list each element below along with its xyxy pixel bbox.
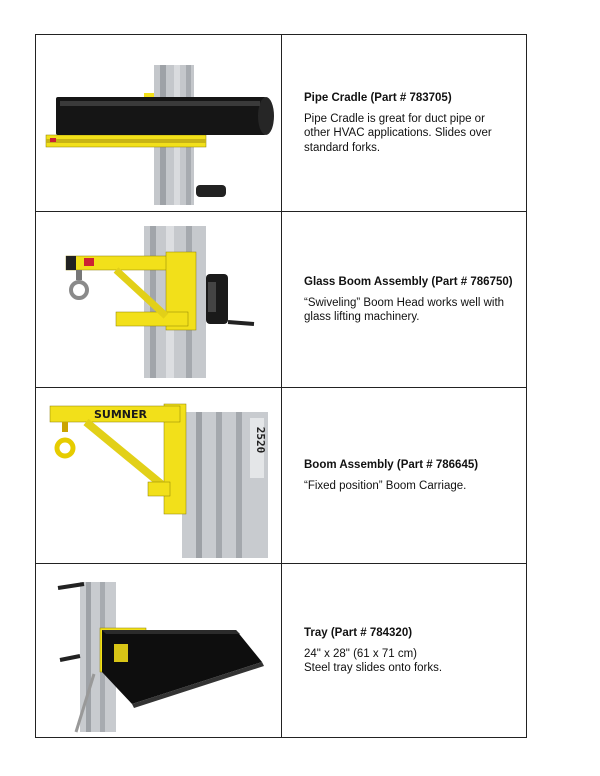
boom-assembly-info (282, 388, 526, 563)
product-description: Pipe Cradle is great for duct pipe or other HVAC applications. Slides over standard forks. (304, 112, 492, 154)
table-row (36, 563, 526, 737)
product-table (35, 34, 527, 738)
pipe-cradle-info (282, 35, 526, 211)
product-title: Boom Assembly (Part # 786645) (304, 458, 479, 471)
tray-photo (36, 564, 282, 737)
product-title: Tray (Part # 784320) (304, 626, 413, 639)
product-description: “Swiveling” Boom Head works well with glass lifting machinery. (304, 296, 505, 323)
sumner-logo: SUMNER (94, 408, 147, 421)
product-description: 24" x 28" (61 x 71 cm) Steel tray slides onto forks. (304, 647, 443, 674)
glass-boom-info (282, 212, 526, 387)
glass-boom-photo (36, 212, 282, 387)
pipe-cradle-photo (36, 35, 282, 211)
table-row (36, 35, 526, 211)
product-description: “Fixed position” Boom Carriage. (304, 479, 467, 492)
table-row (36, 387, 526, 563)
model-number-label: 2520 (254, 426, 267, 454)
product-title: Glass Boom Assembly (Part # 786750) (304, 275, 513, 288)
tray-info (282, 564, 526, 737)
table-row (36, 211, 526, 387)
boom-assembly-photo (36, 388, 282, 563)
product-title: Pipe Cradle (Part # 783705) (304, 91, 452, 104)
